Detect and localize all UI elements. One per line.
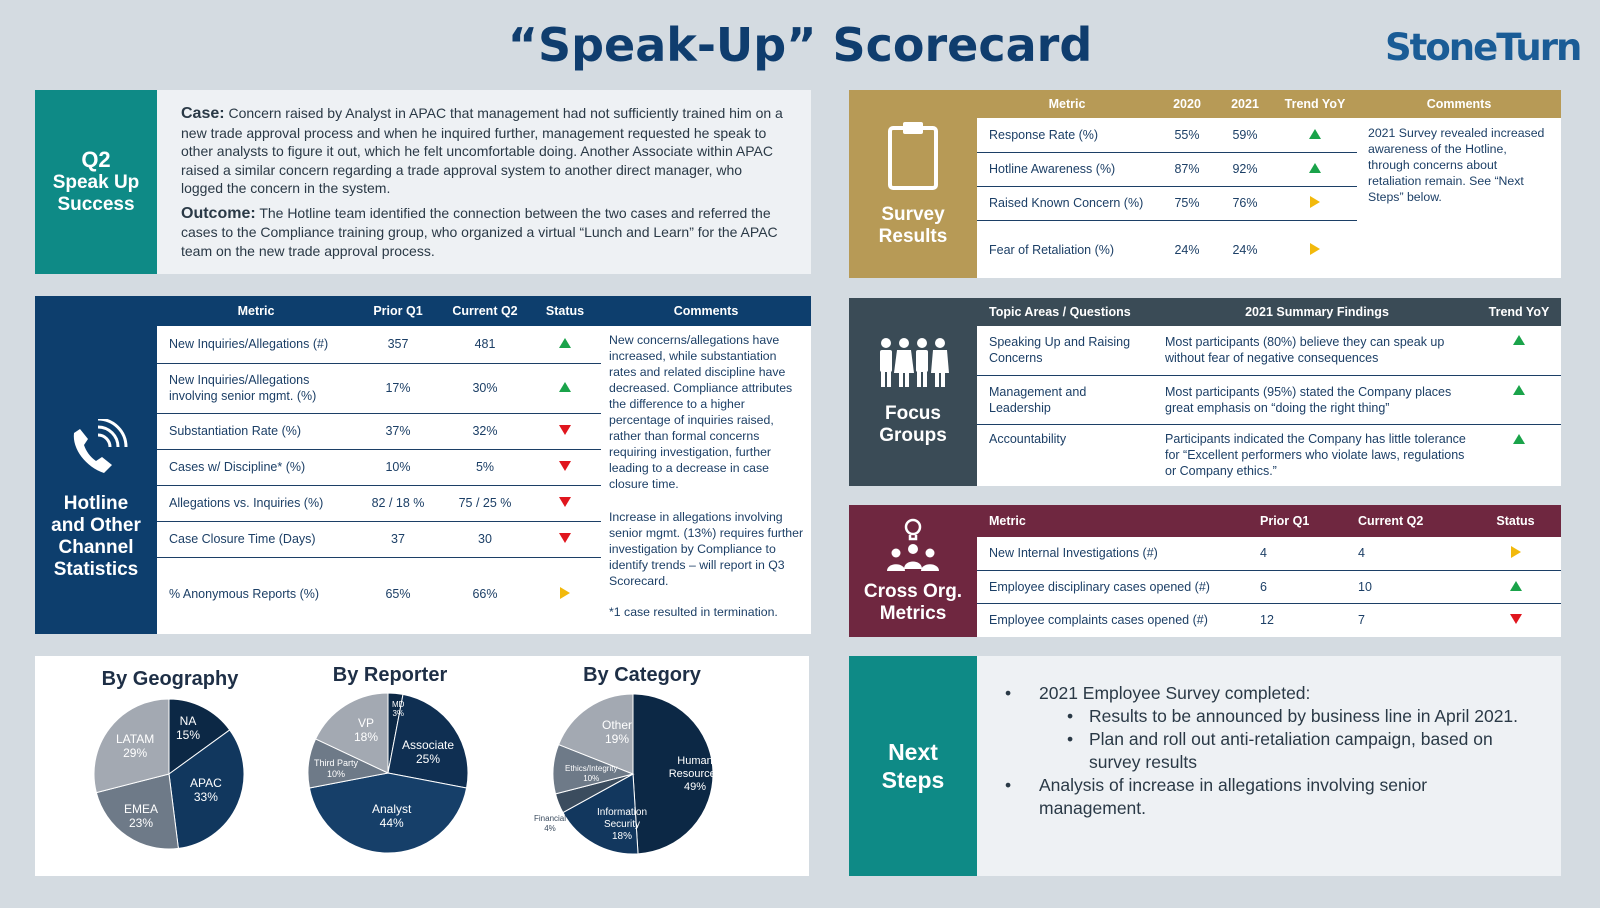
column-header: Status bbox=[1496, 514, 1535, 528]
pie-label bbox=[660, 755, 730, 794]
hotline-label-line: Statistics bbox=[53, 559, 139, 580]
trend-icon bbox=[1309, 163, 1321, 173]
table-row bbox=[977, 424, 1561, 484]
pie-label bbox=[176, 714, 200, 742]
metric-cell: Employee disciplinary cases opened (#) bbox=[977, 570, 1252, 603]
current-cell: 10 bbox=[1350, 570, 1470, 603]
next-step-text: Analysis of increase in allegations involving senior management. bbox=[1039, 775, 1428, 818]
case-label: Case: bbox=[181, 105, 225, 122]
case-text: Concern raised by Analyst in APAC that management had not sufficiently trained him on a new trade approval process and when he inquired further, management requested he speak to other analysts to figure it out, which he felt uncomfortable doing. Another Associate within APAC raised a similar concern regarding a trade approval system to another direct manager, who logged the concern in the system. bbox=[181, 105, 783, 196]
next-label-line: Next bbox=[888, 739, 938, 765]
y2021-cell: 92% bbox=[1217, 152, 1273, 186]
prior-cell: 17% bbox=[355, 363, 441, 413]
status-trend-icon bbox=[559, 497, 571, 507]
topic-cell: Accountability bbox=[989, 431, 1067, 446]
status-trend-icon bbox=[559, 425, 571, 435]
hotline-comment: Increase in allegations involving senior mgmt. (13%) requires further investigation by Compliance to identify trends – will report in Q3 Scorecard. bbox=[609, 510, 804, 588]
slice-value: 10% bbox=[327, 769, 346, 779]
prior-cell: 82 / 18 % bbox=[355, 485, 441, 521]
slice-name: NA bbox=[179, 714, 197, 728]
people-lightbulb-icon bbox=[883, 517, 943, 573]
column-header: Trend YoY bbox=[1284, 97, 1346, 111]
slice-name: Associate bbox=[402, 738, 455, 752]
column-header: 2021 bbox=[1231, 97, 1259, 111]
next-steps-panel bbox=[977, 656, 1561, 876]
phone-icon bbox=[64, 419, 128, 479]
table-row bbox=[157, 485, 601, 521]
table-row bbox=[977, 570, 1561, 603]
column-header: Trend YoY bbox=[1488, 305, 1550, 319]
next-step-text: Plan and roll out anti-retaliation campaign, based on survey results bbox=[1089, 729, 1493, 772]
q2-label-line: Q2 bbox=[81, 147, 111, 172]
cross-label-line: Cross Org. bbox=[863, 581, 963, 602]
current-cell: 4 bbox=[1350, 537, 1470, 570]
trend-icon bbox=[1310, 196, 1320, 208]
metric-cell: Cases w/ Discipline* (%) bbox=[157, 449, 355, 485]
outcome-text: The Hotline team identified the connection between the two cases and referred the cases to the Compliance training group, who organized a virtual “Lunch and Learn” for the APAC team on the new trade approval process. bbox=[181, 204, 778, 259]
column-header: Current Q2 bbox=[452, 304, 518, 318]
hotline-label-line: and Other bbox=[51, 515, 141, 536]
slice-name: EMEA bbox=[124, 802, 159, 816]
y2020-cell: 55% bbox=[1157, 118, 1217, 152]
q2-label-line: Success bbox=[57, 194, 135, 215]
trend-icon bbox=[1513, 434, 1525, 444]
column-header: Comments bbox=[1426, 97, 1492, 111]
pie-geography bbox=[94, 699, 244, 849]
table-row bbox=[977, 326, 1561, 375]
list-item: • Analysis of increase in allegations involving senior management. bbox=[1005, 774, 1521, 820]
metric-cell: Fear of Retaliation (%) bbox=[989, 243, 1115, 258]
pie-label bbox=[565, 764, 617, 784]
case-paragraph bbox=[181, 104, 783, 198]
status-trend-icon bbox=[559, 338, 571, 348]
hotline-comment: New concerns/allegations have increased, while substantiation rates and related discipline have decreased. Compliance attributes the difference to a higher percentage of inquiries raised, rather than formal concerns requiring investigation, further leading to a decrease in case closure time. bbox=[609, 333, 793, 491]
pie-label bbox=[402, 738, 454, 766]
column-header: 2021 Summary Findings bbox=[1245, 305, 1389, 319]
pie-label bbox=[354, 716, 378, 744]
slice-value: 33% bbox=[193, 790, 218, 804]
hotline-footnote: *1 case resulted in termination. bbox=[609, 605, 778, 619]
next-section-label bbox=[849, 656, 977, 876]
list-item: • Results to be announced by business line in April 2021. bbox=[1067, 706, 1519, 726]
y2021-cell: 24% bbox=[1232, 243, 1258, 258]
prior-cell: 37 bbox=[355, 521, 441, 557]
trend-icon bbox=[1310, 243, 1320, 255]
pie-label bbox=[534, 814, 566, 834]
status-trend-icon bbox=[1511, 546, 1521, 558]
column-header: Current Q2 bbox=[1358, 514, 1424, 528]
slice-value: 29% bbox=[123, 746, 148, 760]
table-row bbox=[157, 521, 601, 557]
stoneturn-logo: StoneTurn bbox=[1385, 26, 1581, 69]
pie-label bbox=[593, 807, 651, 843]
outcome-paragraph bbox=[181, 204, 783, 261]
slice-value: 23% bbox=[128, 816, 154, 830]
current-cell: 32% bbox=[441, 413, 529, 449]
cross-label-line: Metrics bbox=[879, 603, 947, 624]
metric-cell: Raised Known Concern (%) bbox=[977, 186, 1157, 220]
focus-section-label bbox=[849, 298, 977, 486]
y2020-cell: 24% bbox=[1174, 243, 1200, 258]
slice-value: 3% bbox=[392, 709, 404, 718]
hotline-table bbox=[157, 297, 601, 631]
slice-value: 19% bbox=[604, 732, 630, 746]
prior-cell: 37% bbox=[355, 413, 441, 449]
y2021-cell: 59% bbox=[1217, 118, 1273, 152]
metric-cell: % Anonymous Reports (%) bbox=[169, 587, 320, 602]
metric-cell: Case Closure Time (Days) bbox=[157, 521, 355, 557]
survey-section-label bbox=[849, 90, 977, 278]
current-cell: 66% bbox=[472, 587, 498, 602]
pie-label bbox=[314, 758, 358, 780]
table-row bbox=[157, 325, 601, 363]
table-row bbox=[157, 363, 601, 413]
focus-table bbox=[977, 298, 1561, 484]
pie-title-reporter: By Reporter bbox=[332, 664, 448, 686]
status-trend-icon bbox=[1510, 614, 1522, 624]
slice-value: 44% bbox=[379, 816, 404, 830]
pie-label bbox=[392, 700, 404, 718]
finding-cell: Participants indicated the Company has little tolerance for “Excellent performers who violate laws, regulations or Company ethics.” bbox=[1165, 431, 1466, 478]
current-cell: 5% bbox=[441, 449, 529, 485]
y2020-cell: 75% bbox=[1157, 186, 1217, 220]
slice-value: 25% bbox=[416, 752, 441, 766]
metric-cell: Response Rate (%) bbox=[977, 118, 1157, 152]
survey-table bbox=[977, 90, 1357, 280]
status-trend-icon bbox=[560, 587, 570, 599]
current-cell: 30 bbox=[441, 521, 529, 557]
survey-label-line: Survey bbox=[881, 204, 945, 225]
outcome-label: Outcome: bbox=[181, 204, 256, 222]
metric-cell: New Inquiries/Allegations involving senior mgmt. (%) bbox=[157, 363, 355, 413]
hotline-label-line: Hotline bbox=[63, 493, 129, 514]
survey-label-line: Results bbox=[878, 226, 948, 247]
current-cell: 75 / 25 % bbox=[441, 485, 529, 521]
current-cell: 7 bbox=[1358, 612, 1365, 627]
slice-value: 15% bbox=[176, 728, 201, 742]
list-item: • Plan and roll out anti-retaliation campaign, based on survey results bbox=[1005, 728, 1521, 774]
survey-comment: 2021 Survey revealed increased awareness of the Hotline, through concerns about retaliation remain. See “Next Steps” below. bbox=[1368, 126, 1545, 204]
pie-title-geography: By Geography bbox=[101, 668, 239, 690]
status-trend-icon bbox=[559, 461, 571, 471]
status-trend-icon bbox=[559, 533, 571, 543]
topic-cell: Management and Leadership bbox=[977, 375, 1157, 424]
column-header: Metric bbox=[237, 304, 275, 318]
column-header: Prior Q1 bbox=[1260, 514, 1310, 528]
q2-section-label bbox=[35, 90, 157, 274]
table-row bbox=[977, 186, 1357, 220]
cross-section-label bbox=[849, 505, 977, 637]
table-row bbox=[977, 603, 1561, 636]
metric-cell: Employee complaints cases opened (#) bbox=[989, 612, 1208, 627]
slice-value: 49% bbox=[683, 781, 707, 793]
pie-label bbox=[116, 732, 154, 760]
trend-icon bbox=[1309, 129, 1321, 139]
prior-cell: 10% bbox=[355, 449, 441, 485]
slice-value: 10% bbox=[583, 774, 600, 783]
next-step-text: 2021 Employee Survey completed: bbox=[1039, 683, 1311, 703]
focus-label-line: Groups bbox=[879, 425, 947, 446]
column-header: Topic Areas / Questions bbox=[989, 305, 1131, 319]
table-row bbox=[977, 118, 1357, 152]
column-header: Metric bbox=[1048, 97, 1086, 111]
trend-icon bbox=[1513, 335, 1525, 345]
y2021-cell: 76% bbox=[1217, 186, 1273, 220]
table-row bbox=[977, 220, 1357, 280]
q2-case-panel bbox=[157, 90, 811, 274]
slice-name: Human Resources bbox=[668, 755, 722, 780]
pie-label bbox=[190, 776, 222, 804]
table-row bbox=[157, 449, 601, 485]
pie-label bbox=[602, 718, 632, 746]
prior-cell: 4 bbox=[1252, 537, 1350, 570]
prior-cell: 6 bbox=[1252, 570, 1350, 603]
status-trend-icon bbox=[1510, 581, 1522, 591]
metric-cell: New Inquiries/Allegations (#) bbox=[157, 325, 355, 363]
slice-name: Other bbox=[602, 718, 633, 732]
next-label-line: Steps bbox=[881, 767, 945, 793]
pie-label bbox=[124, 802, 158, 830]
people-group-icon bbox=[877, 337, 949, 389]
metric-cell: Substantiation Rate (%) bbox=[157, 413, 355, 449]
slice-value: 18% bbox=[354, 730, 379, 744]
hotline-section-label bbox=[35, 296, 157, 634]
metric-cell: Hotline Awareness (%) bbox=[977, 152, 1157, 186]
cross-table bbox=[977, 505, 1561, 636]
current-cell: 30% bbox=[441, 363, 529, 413]
slice-name: Third Party bbox=[314, 758, 359, 768]
list-item: • 2021 Employee Survey completed: bbox=[1005, 683, 1311, 703]
slice-name: APAC bbox=[190, 776, 222, 790]
slice-value: 18% bbox=[611, 831, 632, 842]
pie-label bbox=[372, 802, 411, 830]
table-row bbox=[977, 537, 1561, 570]
table-row bbox=[157, 413, 601, 449]
slice-name: Ethics/Integrity bbox=[565, 764, 618, 773]
slice-name: Financial bbox=[534, 814, 567, 823]
topic-cell: Speaking Up and Raising Concerns bbox=[977, 326, 1157, 375]
column-header: Metric bbox=[989, 514, 1026, 528]
y2020-cell: 87% bbox=[1157, 152, 1217, 186]
table-row bbox=[977, 152, 1357, 186]
slice-name: VP bbox=[358, 716, 375, 730]
focus-label-line: Focus bbox=[885, 403, 941, 424]
clipboard-icon bbox=[887, 120, 939, 190]
page-title: “Speak-Up” Scorecard bbox=[507, 18, 1093, 72]
metric-cell: New Internal Investigations (#) bbox=[977, 537, 1252, 570]
column-header: Prior Q1 bbox=[373, 304, 423, 318]
prior-cell: 357 bbox=[355, 325, 441, 363]
slice-name: LATAM bbox=[116, 732, 155, 746]
prior-cell: 12 bbox=[1260, 612, 1274, 627]
hotline-label-line: Channel bbox=[58, 537, 134, 558]
prior-cell: 65% bbox=[385, 587, 411, 602]
slice-value: 4% bbox=[544, 824, 556, 833]
metric-cell: Allegations vs. Inquiries (%) bbox=[157, 485, 355, 521]
table-row bbox=[977, 375, 1561, 424]
status-trend-icon bbox=[559, 382, 571, 392]
next-step-text: Results to be announced by business line in April 2021. bbox=[1089, 706, 1519, 726]
trend-icon bbox=[1513, 385, 1525, 395]
finding-cell: Most participants (80%) believe they can speak up without fear of negative consequences bbox=[1157, 326, 1477, 375]
finding-cell: Most participants (95%) stated the Company places great emphasis on “doing the right thing” bbox=[1157, 375, 1477, 424]
pie-title-category: By Category bbox=[583, 664, 701, 686]
current-cell: 481 bbox=[441, 325, 529, 363]
column-header: 2020 bbox=[1173, 97, 1201, 111]
q2-label-line: Speak Up bbox=[52, 172, 140, 193]
column-header: Comments bbox=[673, 304, 739, 318]
slice-name: Analyst bbox=[372, 802, 412, 816]
slice-name: Information Security bbox=[596, 807, 648, 830]
slice-name: MD bbox=[392, 700, 405, 709]
table-row bbox=[157, 557, 601, 631]
column-header: Status bbox=[545, 304, 585, 318]
